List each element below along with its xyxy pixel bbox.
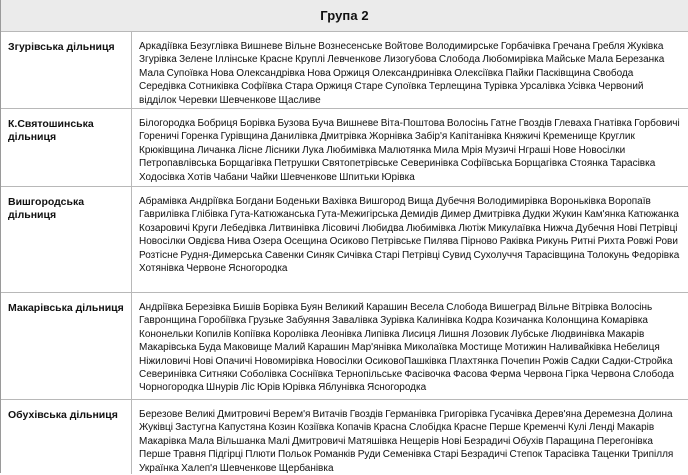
table-row xyxy=(1,187,688,293)
village-list: Березове Великі Дмитровичі Верем'я Витачів Гвоздів Германівка Григорівка Гусачівка Дерев'яна Деремезна Долина Жуківці Застугна Капустяна Козин Козіївка Копачів Красна Слобідка Красне Перше Кременчі Кулі Ленді Макарів Макарівка Мала Вільшанка Малі Дмитровичі Матяшівка Нещерів Нові Безрадичі Обухів Паращина Перегонівка Перше Травня Підгірці Плюти Польок Романків Руди Семенівка Старі Безрадичі Степок Тарасівка Таценки Трипілля Українка Халеп'я Шевченкове Щербанівка xyxy=(139,409,674,474)
village-list: Білогородка Бобриця Борівка Бузова Буча Вишневе Віта-Поштова Волосінь Гатне Гвоздів Глеваха Гнатівка Горбовичі Гореничі Горенка Гурівщина Данилівка Дмитрівка Жорнівка Забір'я Капітанівка Княжичі Кременище Круглик Крюківщина Личанка Лісне Лісники Лука Любимівка Малютянка Мила Мрія Музичі Нграші Нове Новосілки Петропавлівська Борщагівка Петрушки Святопетрівське Северинівка Софіївська Борщагівка Стоянка Тарасівка Ходосівка Хотів Чабани Чайки Шевченкове Шпитьки Юрівка xyxy=(139,118,680,183)
district-name: Макарівська дільниця xyxy=(1,293,132,399)
table-row xyxy=(1,293,688,400)
table-row xyxy=(1,32,688,109)
district-name: Обухівська дільниця xyxy=(1,400,132,474)
table-row xyxy=(1,109,688,187)
district-name: Згурівська дільниця xyxy=(1,32,132,108)
table-row xyxy=(1,400,688,474)
district-name: К.Святошинська дільниця xyxy=(1,109,132,186)
village-list: Аркадіївка Безуглівка Вишневе Вільне Вознесенське Войтове Володимирське Горбачівка Гречана Гребля Жуківка Згурівка Зелене Іллінське Красне Круплі Левченкове Лизогубова Слобода Любомирівка Майське Мала Березанка Мала Супоївка Нова Олександрівка Нова Оржиця Олександринівка Олексіївка Пайки Пасківщина Свобода Середівка Сотниківка Софіївка Стара Оржиця Старе Супоївка Терлещина Турівка Урсалівка Усівка Червоний відділок Черевки Шевченкове Щасливе xyxy=(139,41,665,106)
district-name: Вишгородська дільниця xyxy=(1,187,132,292)
village-list: Абрамівка Андріївка Богдани Боденьки Вахівка Вишгород Вища Дубечня Володимирівка Вороньківка Воропаїв Гаврилівка Глібівка Гута-Катюжанська Гута-Межигірська Демидів Димер Дмитрівка Дудки Жукин Кам'янка Катюжанка Козаровичі Круги Лебедівка Литвинівка Лісовичі Любидва Любимівка Лютіж Микулаївка Нижча Дубечня Нові Петрівці Новосілки Овдієва Нива Озера Осещина Осиково Петрівське Пилява Пірново Раківка Рикунь Ритні Рихта Ровжі Рови Розтісне Рудня-Димерська Савенки Синяк Сичівка Старі Петрівці Сувид Сухолуччя Тарасівщина Толокунь Федорівка Хотянівка Червоне Ясногородка xyxy=(139,196,680,275)
district-rows xyxy=(1,32,688,474)
group-title: Група 2 xyxy=(1,0,688,32)
village-list: Андріївка Березівка Бишів Борівка Буян Великий Карашин Весела Слобода Вишеград Вільне Вітрівка Волосінь Гавронщина Горобіївка Грузьке Забуяння Завалівка Зурівка Калинівка Кодра Козичанка Колонщина Комарівка Кононельки Копилів Копіївка Королівка Леонівка Липівка Лисиця Лишня Лозовик Лубське Людвинівка Макарів Макарівська Буда Маковище Малий Карашин Мар'янівка Миколаївка Мостище Мотижин Наливайківка Небелиця Ніжиловичі Нові Опачичі Новомирівка Новосілки ОсиковоПашківка Плахтянка Почепин Рожів Садки Садки-Стройка Северинівка Ситняки Соболівка Сосніївка Тернопільське Фасівочка Фасова Ферма Червона Гірка Червона Слобода Чорногородка Шнурів Ліс Юрів Юрівка Яблунівка Ясногородка xyxy=(139,302,674,394)
